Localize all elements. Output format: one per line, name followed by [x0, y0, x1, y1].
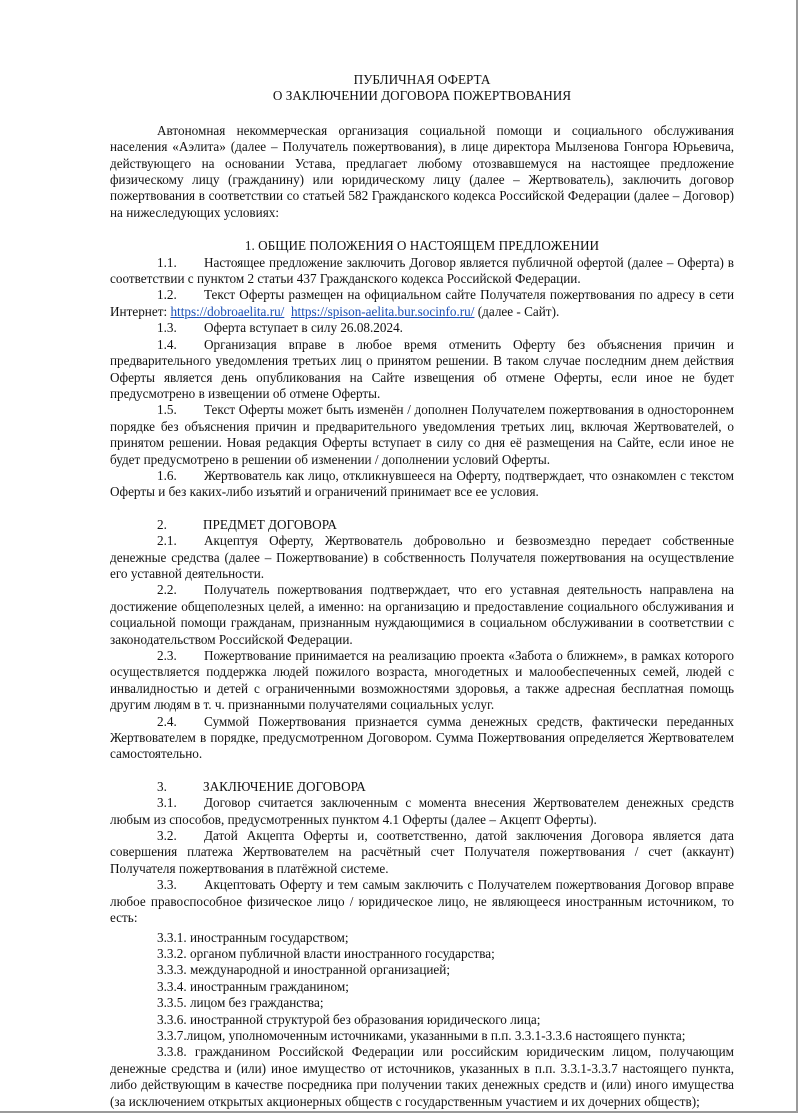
website-link-spison-aelita[interactable]: https://spison-aelita.bur.socinfo.ru/ [290, 303, 475, 319]
clause-1-5 [110, 402, 734, 468]
clause-2-3 [110, 648, 734, 714]
section-number: 3. [157, 778, 167, 794]
clause-number: 1.5. [157, 402, 177, 418]
clause-1-2 [110, 287, 734, 320]
section-title: ЗАКЛЮЧЕНИЕ ДОГОВОРА [203, 778, 366, 794]
clause-3-1 [110, 795, 734, 828]
clause-number: 3.2. [157, 828, 177, 844]
clause-2-2 [110, 582, 734, 648]
clause-number: 1.3. [157, 320, 177, 336]
clause-text: Суммой Пожертвования признается сумма денежных средств, фактически переданных Жертвователем в порядке, предусмотренном Договором. Сумма Пожертвования определяется Жертвователем самостоятельно. [110, 713, 734, 762]
section-title: ПРЕДМЕТ ДОГОВОРА [203, 516, 337, 532]
clause-number: 1.6. [157, 467, 177, 483]
clause-text: Получатель пожертвования подтверждает, что его уставная деятельность направлена на достижение общеполезных целей, а именно: на организацию и предоставление социального обслуживания и социальной помощи гражданам, признанным нуждающимися в социальном обслуживании в соответствии с законодательством Российской Федерации. [110, 582, 734, 647]
clause-number: 2.4. [157, 713, 177, 729]
clause-number: 3.1. [157, 795, 177, 811]
subclause-3-3-6: 3.3.6. иностранной структурой без образования юридического лица; [157, 1011, 541, 1027]
subclause-3-3-5: 3.3.5. лицом без гражданства; [157, 995, 324, 1011]
clause-text: Пожертвование принимается на реализацию проекта «Забота о ближнем», в рамках которого осуществляется поддержка людей пожилого возраста, многодетных и малообеспеченных семей, людей с инвалидностью и детей с ограниченными возможностями здоровья, а также адресная бесплатная помощь другим людям в т. ч. признанными получателями социальных услуг. [110, 648, 734, 713]
section-number: 2. [157, 516, 167, 532]
clause-text: Датой Акцепта Оферты и, соответственно, датой заключения Договора является дата совершения платежа Жертвователем на расчётный счет Получателя пожертвования / счет (аккаунт) Получателя пожертвования в платёжной системе. [110, 828, 734, 876]
clause-text-after: (далее - Сайт). [474, 303, 560, 319]
clause-text: Оферта вступает в силу 26.08.2024. [204, 320, 403, 336]
section-3-heading [110, 779, 734, 795]
clause-number: 2.2. [157, 582, 177, 598]
subclause-3-3-1: 3.3.1. иностранным государством; [157, 929, 349, 945]
clause-number: 1.1. [157, 254, 177, 270]
clause-number: 2.3. [157, 648, 177, 663]
clause-1-3 [110, 320, 734, 336]
clause-text: Настоящее предложение заключить Договор является публичной офертой (далее – Оферта) в соответствии с пунктом 2 статьи 437 Гражданского кодекса Российской Федерации. [110, 254, 734, 287]
clause-number: 1.4. [157, 336, 177, 352]
subclause-3-3-3: 3.3.3. международной и иностранной организацией; [157, 962, 451, 978]
section-1-heading: 1. ОБЩИЕ ПОЛОЖЕНИЯ О НАСТОЯЩЕМ ПРЕДЛОЖЕНИИ [244, 238, 600, 254]
clause-number: 2.1. [157, 533, 177, 549]
clause-text: Текст Оферты может быть изменён / дополнен Получателем пожертвования в одностороннем порядке без объяснения причин и предварительного уведомления третьих лиц, включая Жертвователей, о принятом решении. Новая редакция Оферты вступает в силу со дня её размещения на Сайте, если иное не будет предусмотрено в решении об изменении / дополнении условий Оферты. [110, 402, 734, 467]
clause-number: 3.3. [157, 877, 177, 893]
subclause-3-3-8: 3.3.8. гражданином Российской Федерации или российским юридическим лицом, получающим денежные средства и (или) иное имущество от источников, указанных в п.п. 3.3.1-3.3.7 настоящего пункта, либо действующим в качестве посредника при получении таких денежных средств и (или) иного имущества (за исключением открытых акционерных обществ с государственным участием и их дочерних обществ); [110, 1044, 734, 1109]
clause-2-1 [110, 533, 734, 582]
clause-1-4 [110, 337, 734, 403]
clause-1-1 [110, 255, 734, 288]
document-body [110, 72, 734, 1110]
intro-paragraph: Автономная некоммерческая организация социальной помощи и социального обслуживания населения «Аэлита» (далее – Получатель пожертвования), в лице директора Мылзенова Гонгора Юрьевича, действующего на основании Устава, предлагает любому отозвавшемуся на настоящее предложение физическому лицу (гражданину) или юридическому лицу (далее – Жертвователь), заключить договор пожертвования в соответствии со статьей 582 Гражданского кодекса Российской Федерации (далее – Договор) на нижеследующих условиях: [110, 122, 734, 220]
clause-text: Жертвователь как лицо, откликнувшееся на Оферту, подтверждает, что ознакомлен с текстом Оферты и без каких-либо изъятий и ограничений принимает все ее условия. [110, 467, 734, 500]
clause-2-4 [110, 714, 734, 763]
clause-3-2 [110, 828, 734, 877]
subclause-3-3-7: 3.3.7.лицом, уполномоченным источниками, указанными в п.п. 3.3.1-3.3.6 настоящего пункта; [157, 1027, 686, 1043]
document-title-line-1: ПУБЛИЧНАЯ ОФЕРТА [353, 72, 491, 87]
clause-1-6 [110, 468, 734, 501]
clause-number: 1.2. [157, 287, 177, 303]
subclause-3-3-4: 3.3.4. иностранным гражданином; [157, 978, 349, 994]
subclause-3-3-2: 3.3.2. органом публичной власти иностранного государства; [157, 945, 495, 961]
section-2-heading [110, 517, 734, 533]
clause-text: Организация вправе в любое время отменить Оферту без объяснения причин и предварительного уведомления третьих лиц о принятом решении. В таком случае последним днем действия Оферты является день опубликования на Сайте извещения об отмене Оферты, если иное не будет предусмотрено в извещении об отмене Оферты. [110, 336, 734, 401]
clause-text: Акцептовать Оферту и тем самым заключить с Получателем пожертвования Договор вправе любое правоспособное физическое лицо / юридическое лицо, не являющееся иностранным источником, то есть: [110, 877, 734, 926]
clause-text: Договор считается заключенным с момента внесения Жертвователем денежных средств любым из способов, предусмотренных пунктом 4.1 Оферты (далее – Акцепт Оферты). [110, 795, 734, 827]
document-title-line-2: О ЗАКЛЮЧЕНИИ ДОГОВОРА ПОЖЕРТВОВАНИЯ [272, 88, 572, 104]
clause-3-3 [110, 877, 734, 926]
website-link-dobroaelita[interactable]: https://dobroaelita.ru/ [170, 303, 285, 319]
clause-text: Текст Оферты размещен на официальном сайте Получателя пожертвования по адресу в сети Интернет: [110, 287, 734, 319]
clause-text: Акцептуя Оферту, Жертвователь добровольно и безвозмездно передает собственные денежные средства (далее – Пожертвование) в собственность Получателя пожертвования на осуществление его уставной деятельности. [110, 533, 734, 581]
